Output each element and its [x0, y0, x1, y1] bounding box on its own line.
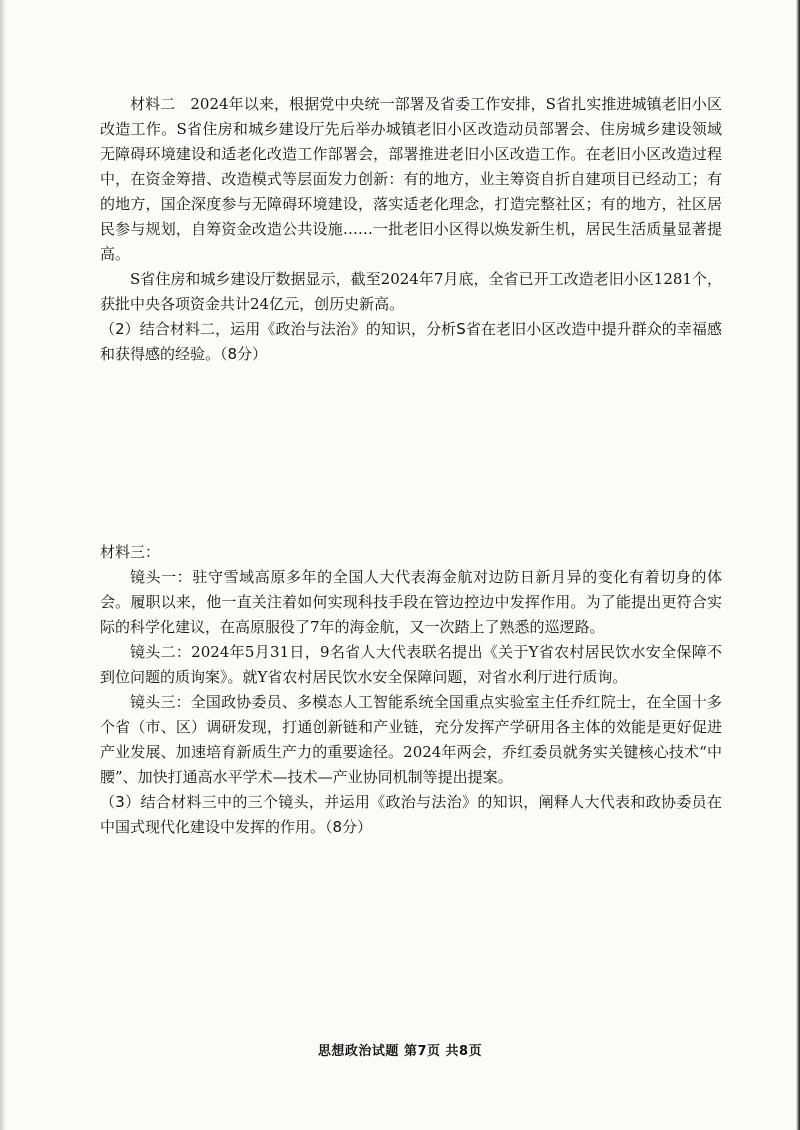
- question-3: （3）结合材料三中的三个镜头，并运用《政治与法治》的知识，阐释人大代表和政协委员在中国式现代化建设中发挥的作用。（8分）: [100, 793, 722, 836]
- scan-edge-left: [0, 0, 6, 1130]
- material-two-section: [100, 92, 722, 367]
- shot-one-paragraph: 镜头一：驻守雪域高原多年的全国人大代表海金航对边防日新月异的变化有着切身的体会。履职以来，他一直关注着如何实现科技手段在管边控边中发挥作用。为了能提出更符合实际的科学化建议，在高原服役了7年的海金航，又一次踏上了熟悉的巡逻路。: [100, 568, 722, 636]
- shot-two-paragraph: 镜头二：2024年5月31日，9名省人大代表联名提出《关于Y省农村居民饮水安全保障不到位问题的质询案》。就Y省农村居民饮水安全保障问题，对省水利厅进行质询。: [100, 643, 722, 686]
- page-footer: 思想政治试题 第7页 共8页: [317, 1044, 483, 1059]
- scan-edge-right: [796, 0, 800, 1130]
- material-two-paragraph-2: S省住房和城乡建设厅数据显示，截至2024年7月底，全省已开工改造老旧小区1281个，获批中央各项资金共计24亿元，创历史新高。: [100, 270, 722, 313]
- material-three-section: [100, 540, 722, 840]
- material-three-heading: 材料三：: [100, 543, 161, 561]
- question-2: （2）结合材料二，运用《政治与法治》的知识，分析S省在老旧小区改造中提升群众的幸福感和获得感的经验。（8分）: [100, 320, 722, 363]
- material-two-paragraph-1: 材料二 2024年以来，根据党中央统一部署及省委工作安排，S省扎实推进城镇老旧小区改造工作。S省住房和城乡建设厅先后举办城镇老旧小区改造动员部署会、住房城乡建设领域无障碍环境建设和适老化改造工作部署会，部署推进老旧小区改造工作。在老旧小区改造过程中，在资金筹措、改造模式等层面发力创新：有的地方，业主筹资自折自建项目已经动工；有的地方，国企深度参与无障碍环境建设，落实适老化理念，打造完整社区；有的地方，社区居民参与规划，自筹资金改造公共设施……一批老旧小区得以焕发新生机，居民生活质量显著提高。: [100, 95, 722, 263]
- shot-three-paragraph: 镜头三：全国政协委员、多模态人工智能系统全国重点实验室主任乔红院士，在全国十多个省（市、区）调研发现，打通创新链和产业链，充分发挥产学研用各主体的效能是更好促进产业发展、加速培育新质生产力的重要途径。2024年两会，乔红委员就务实关键核心技术“中腰”、加快打通高水平学术—技术—产业协同机制等提出提案。: [100, 693, 722, 786]
